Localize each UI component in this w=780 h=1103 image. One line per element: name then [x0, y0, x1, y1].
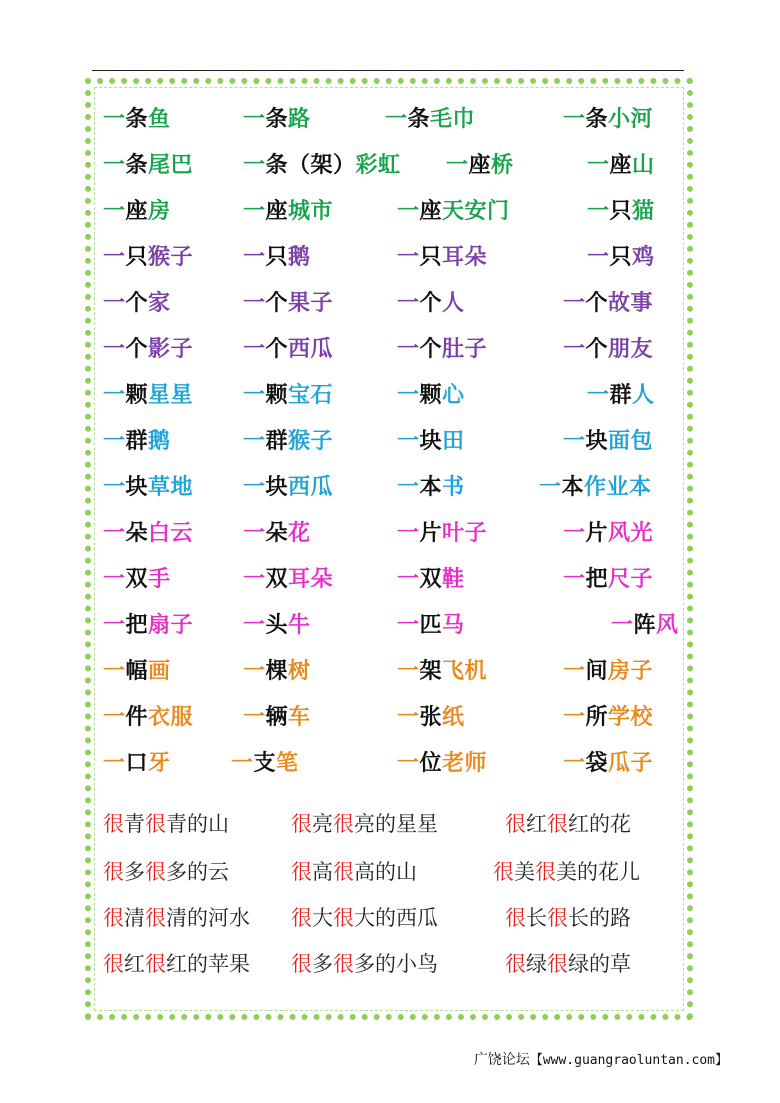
measure-word-noun: 人 — [632, 383, 655, 408]
measure-word-noun: 风光 — [608, 521, 654, 546]
measure-word-item — [243, 198, 333, 226]
measure-word-noun: 书 — [442, 475, 465, 500]
measure-word-item — [243, 152, 401, 180]
measure-word-noun: 影子 — [148, 337, 194, 362]
measure-word-prefix: 一个 — [397, 291, 443, 316]
measure-word-prefix: 一双 — [103, 567, 149, 592]
measure-word-prefix: 一块 — [563, 429, 609, 454]
measure-word-noun: 鸡 — [632, 245, 655, 270]
phrase-item — [291, 858, 417, 886]
measure-word-noun: 花 — [288, 521, 311, 546]
measure-word-noun: 天安门 — [442, 199, 510, 224]
measure-word-noun: 猫 — [632, 199, 655, 224]
phrase-text: 很亮很亮的星星 — [291, 812, 438, 836]
measure-word-prefix: 一朵 — [243, 521, 289, 546]
measure-word-item — [243, 474, 333, 502]
measure-word-prefix: 一架 — [397, 659, 443, 684]
measure-word-item — [243, 704, 311, 732]
phrase-text: 很红很红的花 — [505, 812, 631, 836]
measure-word-prefix: 一条 — [243, 107, 289, 132]
measure-word-noun: 衣服 — [148, 705, 194, 730]
measure-word-noun: 星星 — [148, 383, 194, 408]
measure-word-noun: 猴子 — [148, 245, 194, 270]
phrase-item — [493, 858, 640, 886]
measure-word-item — [563, 106, 653, 134]
measure-word-item — [243, 428, 333, 456]
measure-word-item — [243, 612, 311, 640]
measure-word-noun: 面包 — [608, 429, 654, 454]
measure-word-prefix: 一位 — [397, 751, 443, 776]
measure-word-prefix: 一把 — [103, 613, 149, 638]
measure-word-item — [397, 244, 487, 272]
measure-word-noun: 西瓜 — [288, 475, 334, 500]
measure-word-noun: 瓜子 — [608, 751, 654, 776]
phrase-item — [103, 950, 250, 978]
measure-word-prefix: 一块 — [397, 429, 443, 454]
phrase-text: 很红很红的苹果 — [103, 952, 250, 976]
measure-word-item — [103, 106, 171, 134]
measure-word-noun: 牙 — [148, 751, 171, 776]
measure-word-noun: 手 — [148, 567, 171, 592]
measure-word-item — [243, 106, 311, 134]
measure-word-item — [243, 658, 311, 686]
measure-word-item — [231, 750, 299, 778]
phrase-item — [103, 858, 229, 886]
measure-word-noun: 尾巴 — [148, 153, 194, 178]
measure-word-prefix: 一块 — [243, 475, 289, 500]
measure-word-item — [397, 336, 487, 364]
phrase-text: 很多很多的小鸟 — [291, 952, 438, 976]
measure-word-noun: 鞋 — [442, 567, 465, 592]
measure-word-noun: 心 — [442, 383, 465, 408]
measure-word-prefix: 一条（架） — [243, 153, 356, 178]
measure-word-item — [103, 428, 171, 456]
measure-word-noun: 画 — [148, 659, 171, 684]
measure-word-item — [397, 566, 465, 594]
footer — [0, 1049, 728, 1069]
measure-word-noun: 尺子 — [608, 567, 654, 592]
phrase-item — [103, 810, 229, 838]
measure-word-noun: 鹅 — [148, 429, 171, 454]
measure-word-prefix: 一个 — [103, 291, 149, 316]
measure-word-item — [397, 428, 465, 456]
measure-word-item — [397, 290, 465, 318]
measure-word-prefix: 一本 — [539, 475, 585, 500]
measure-word-prefix: 一朵 — [103, 521, 149, 546]
measure-word-noun: 猴子 — [288, 429, 334, 454]
measure-word-prefix: 一颗 — [103, 383, 149, 408]
measure-word-prefix: 一只 — [587, 199, 633, 224]
measure-word-prefix: 一座 — [397, 199, 443, 224]
measure-word-item — [243, 244, 311, 272]
measure-word-item — [103, 198, 171, 226]
measure-word-item — [563, 658, 653, 686]
measure-word-item — [587, 152, 655, 180]
measure-word-prefix: 一个 — [397, 337, 443, 362]
measure-word-noun: 耳朵 — [288, 567, 334, 592]
measure-word-prefix: 一所 — [563, 705, 609, 730]
phrase-text: 很多很多的云 — [103, 860, 229, 884]
measure-word-prefix: 一条 — [103, 107, 149, 132]
measure-word-item — [103, 382, 193, 410]
measure-word-item — [103, 704, 193, 732]
measure-word-noun: 作业本 — [584, 475, 652, 500]
measure-word-item — [563, 566, 653, 594]
measure-word-noun: 家 — [148, 291, 171, 316]
measure-word-item — [103, 520, 193, 548]
phrase-item — [103, 904, 250, 932]
phrase-text: 很青很青的山 — [103, 812, 229, 836]
measure-word-item — [243, 382, 333, 410]
measure-word-item — [563, 336, 653, 364]
measure-word-noun: 树 — [288, 659, 311, 684]
measure-word-prefix: 一张 — [397, 705, 443, 730]
measure-word-prefix: 一群 — [587, 383, 633, 408]
measure-word-item — [103, 612, 193, 640]
measure-word-noun: 学校 — [608, 705, 654, 730]
measure-word-item — [563, 704, 653, 732]
measure-word-prefix: 一座 — [243, 199, 289, 224]
measure-word-noun: 草地 — [148, 475, 194, 500]
measure-word-noun: 人 — [442, 291, 465, 316]
measure-word-noun: 宝石 — [288, 383, 334, 408]
measure-word-prefix: 一袋 — [563, 751, 609, 776]
measure-word-noun: 笔 — [276, 751, 299, 776]
measure-word-prefix: 一只 — [397, 245, 443, 270]
footer-site: 【www.guangraoluntan.com】 — [529, 1053, 728, 1068]
measure-word-item — [243, 520, 311, 548]
phrase-text: 很高很高的山 — [291, 860, 417, 884]
measure-word-noun: 彩虹 — [355, 153, 401, 178]
measure-word-prefix: 一片 — [397, 521, 443, 546]
measure-word-prefix: 一个 — [243, 291, 289, 316]
measure-word-noun: 牛 — [288, 613, 311, 638]
measure-word-item — [397, 382, 465, 410]
measure-word-noun: 毛巾 — [430, 107, 476, 132]
phrase-text: 很绿很绿的草 — [505, 952, 631, 976]
measure-word-prefix: 一把 — [563, 567, 609, 592]
measure-word-noun: 故事 — [608, 291, 654, 316]
measure-word-noun: 房子 — [608, 659, 654, 684]
measure-word-prefix: 一个 — [103, 337, 149, 362]
measure-word-prefix: 一匹 — [397, 613, 443, 638]
phrase-item — [505, 950, 631, 978]
measure-word-prefix: 一群 — [243, 429, 289, 454]
measure-word-prefix: 一只 — [103, 245, 149, 270]
measure-word-item — [587, 198, 655, 226]
measure-word-prefix: 一本 — [397, 475, 443, 500]
measure-word-prefix: 一棵 — [243, 659, 289, 684]
measure-word-prefix: 一头 — [243, 613, 289, 638]
measure-word-prefix: 一座 — [446, 153, 492, 178]
measure-word-prefix: 一条 — [103, 153, 149, 178]
measure-word-noun: 飞机 — [442, 659, 488, 684]
measure-word-prefix: 一辆 — [243, 705, 289, 730]
phrase-text: 很大很大的西瓜 — [291, 906, 438, 930]
top-rule — [92, 70, 684, 71]
footer-name: 广饶论坛 — [473, 1052, 530, 1068]
measure-word-item — [243, 290, 333, 318]
measure-word-item — [563, 290, 653, 318]
measure-word-prefix: 一颗 — [243, 383, 289, 408]
phrase-item — [505, 810, 631, 838]
measure-word-item — [397, 704, 465, 732]
measure-word-item — [103, 474, 193, 502]
measure-word-item — [587, 244, 655, 272]
measure-word-prefix: 一座 — [587, 153, 633, 178]
measure-word-item — [103, 336, 193, 364]
measure-word-noun: 纸 — [442, 705, 465, 730]
measure-word-item — [103, 290, 171, 318]
measure-word-item — [563, 520, 653, 548]
measure-word-prefix: 一群 — [103, 429, 149, 454]
measure-word-noun: 扇子 — [148, 613, 194, 638]
measure-word-prefix: 一双 — [243, 567, 289, 592]
measure-word-prefix: 一个 — [563, 291, 609, 316]
measure-word-noun: 路 — [288, 107, 311, 132]
phrase-item — [291, 810, 438, 838]
measure-word-prefix: 一支 — [231, 751, 277, 776]
measure-word-item — [397, 612, 465, 640]
measure-word-noun: 马 — [442, 613, 465, 638]
measure-word-item — [103, 566, 171, 594]
measure-word-prefix: 一块 — [103, 475, 149, 500]
measure-word-noun: 小河 — [608, 107, 654, 132]
measure-word-item — [397, 474, 465, 502]
measure-word-prefix: 一间 — [563, 659, 609, 684]
measure-word-noun: 风 — [656, 613, 679, 638]
measure-word-noun: 叶子 — [442, 521, 488, 546]
measure-word-item — [243, 566, 333, 594]
measure-word-noun: 房 — [148, 199, 171, 224]
measure-word-item — [539, 474, 652, 502]
measure-word-noun: 白云 — [148, 521, 194, 546]
phrase-text: 很清很清的河水 — [103, 906, 250, 930]
measure-word-noun: 朋友 — [608, 337, 654, 362]
measure-word-prefix: 一口 — [103, 751, 149, 776]
measure-word-item — [103, 152, 193, 180]
phrase-item — [291, 904, 438, 932]
measure-word-noun: 老师 — [442, 751, 488, 776]
phrase-text: 很长很长的路 — [505, 906, 631, 930]
measure-word-item — [103, 750, 171, 778]
phrase-item — [505, 904, 631, 932]
measure-word-prefix: 一阵 — [611, 613, 657, 638]
measure-word-prefix: 一座 — [103, 199, 149, 224]
measure-word-noun: 鹅 — [288, 245, 311, 270]
measure-word-item — [103, 658, 171, 686]
measure-word-prefix: 一只 — [243, 245, 289, 270]
measure-word-noun: 车 — [288, 705, 311, 730]
measure-word-prefix: 一双 — [397, 567, 443, 592]
measure-word-prefix: 一片 — [563, 521, 609, 546]
phrase-item — [291, 950, 438, 978]
measure-word-prefix: 一个 — [563, 337, 609, 362]
phrase-text: 很美很美的花儿 — [493, 860, 640, 884]
measure-word-prefix: 一个 — [243, 337, 289, 362]
measure-word-item — [397, 198, 510, 226]
measure-word-noun: 西瓜 — [288, 337, 334, 362]
measure-word-noun: 鱼 — [148, 107, 171, 132]
measure-word-item — [446, 152, 514, 180]
measure-word-item — [611, 612, 679, 640]
measure-word-noun: 果子 — [288, 291, 334, 316]
measure-word-item — [563, 428, 653, 456]
measure-word-item — [397, 750, 487, 778]
measure-word-item — [563, 750, 653, 778]
measure-word-noun: 肚子 — [442, 337, 488, 362]
measure-word-prefix: 一条 — [563, 107, 609, 132]
measure-word-prefix: 一幅 — [103, 659, 149, 684]
measure-word-noun: 耳朵 — [442, 245, 488, 270]
measure-word-item — [587, 382, 655, 410]
measure-word-noun: 山 — [632, 153, 655, 178]
measure-word-item — [397, 658, 487, 686]
measure-word-noun: 城市 — [288, 199, 334, 224]
measure-word-item — [243, 336, 333, 364]
measure-word-prefix: 一件 — [103, 705, 149, 730]
measure-word-prefix: 一条 — [385, 107, 431, 132]
measure-word-item — [103, 244, 193, 272]
measure-word-prefix: 一只 — [587, 245, 633, 270]
measure-word-prefix: 一颗 — [397, 383, 443, 408]
measure-word-item — [385, 106, 475, 134]
measure-word-item — [397, 520, 487, 548]
measure-word-noun: 田 — [442, 429, 465, 454]
measure-word-noun: 桥 — [491, 153, 514, 178]
